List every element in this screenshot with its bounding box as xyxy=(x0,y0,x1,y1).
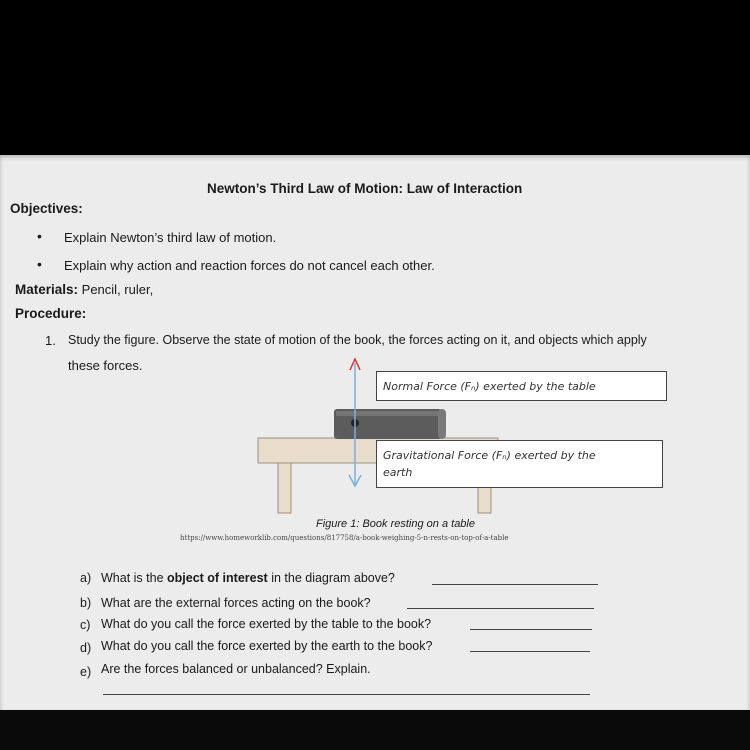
answer-line[interactable] xyxy=(432,584,598,585)
gravity-force-label xyxy=(376,440,663,488)
gravity-label-line1: Gravitational Force (Fₙ) exerted by the xyxy=(383,449,596,462)
question-text: Are the forces balanced or unbalanced? Explain. xyxy=(101,662,371,676)
book xyxy=(334,409,446,439)
page-title: Newton’s Third Law of Motion: Law of Interaction xyxy=(207,181,523,196)
objective-item: Explain Newton’s third law of motion. xyxy=(64,230,277,245)
question-text: What do you call the force exerted by the table to the book? xyxy=(101,617,432,631)
table-leg-left xyxy=(278,463,291,513)
answer-line-long[interactable] xyxy=(103,694,590,695)
question-text: What do you call the force exerted by the earth to the book? xyxy=(101,639,433,653)
procedure-step-text-cont: these forces. xyxy=(68,358,143,373)
procedure-step-text: Study the figure. Observe the state of motion of the book, the forces acting on it, and objects which apply xyxy=(68,333,647,347)
materials-heading: Materials: xyxy=(15,282,79,297)
answer-line[interactable] xyxy=(470,651,590,652)
figure-source-url: https://www.homeworklib.com/questions/817758/a-book-weighing-5-n-rests-on-top-of-a-table xyxy=(180,534,509,542)
answer-line[interactable] xyxy=(470,629,592,630)
bullet-icon: • xyxy=(37,256,42,272)
materials-text: Pencil, ruler, xyxy=(81,282,154,297)
normal-force-label xyxy=(376,371,667,401)
book-spine xyxy=(438,409,446,439)
procedure-heading: Procedure: xyxy=(15,306,87,321)
normal-force-label-text: Normal Force (Fₙ) exerted by the table xyxy=(383,380,596,393)
question-label: d) xyxy=(80,641,92,655)
book-highlight xyxy=(336,411,438,416)
question-text: What is the object of interest in the diagram above? xyxy=(101,571,395,585)
objectives-heading: Objectives: xyxy=(10,201,83,216)
bullet-icon: • xyxy=(37,228,42,244)
question-label: e) xyxy=(80,665,92,679)
gravity-label-line2: earth xyxy=(383,466,413,480)
procedure-step-number: 1. xyxy=(45,333,56,348)
answer-line[interactable] xyxy=(407,608,594,609)
question-label: c) xyxy=(80,618,91,632)
question-text: What are the external forces acting on the book? xyxy=(101,596,371,610)
question-label: b) xyxy=(80,596,92,610)
question-label: a) xyxy=(80,571,92,585)
bottom-bar xyxy=(0,710,750,750)
figure-caption: Figure 1: Book resting on a table xyxy=(316,518,475,530)
objective-item: Explain why action and reaction forces do not cancel each other. xyxy=(64,258,435,273)
worksheet-page xyxy=(0,155,750,710)
